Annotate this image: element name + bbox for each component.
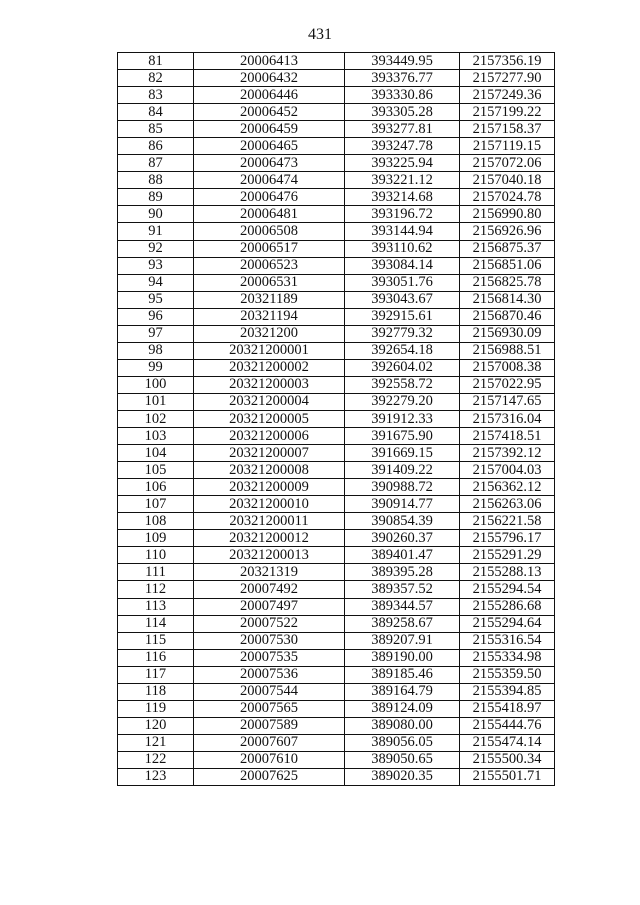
y-coordinate-cell: 2156221.58 (460, 513, 555, 530)
point-number-cell: 116 (118, 649, 194, 666)
table-row (118, 257, 555, 274)
table-row (118, 683, 555, 700)
point-number-cell: 105 (118, 462, 194, 479)
x-coordinate-cell: 392558.72 (345, 376, 460, 393)
y-coordinate-cell: 2155294.54 (460, 581, 555, 598)
x-coordinate-cell: 390260.37 (345, 530, 460, 547)
y-coordinate-cell: 2157147.65 (460, 393, 555, 410)
point-number-cell: 111 (118, 564, 194, 581)
table-row (118, 376, 555, 393)
point-id-cell: 20006465 (194, 138, 345, 155)
y-coordinate-cell: 2155394.85 (460, 683, 555, 700)
y-coordinate-cell: 2155359.50 (460, 666, 555, 683)
table-row (118, 445, 555, 462)
y-coordinate-cell: 2157024.78 (460, 189, 555, 206)
y-coordinate-cell: 2157277.90 (460, 70, 555, 87)
table-row (118, 666, 555, 683)
x-coordinate-cell: 389056.05 (345, 734, 460, 751)
point-id-cell: 20007492 (194, 581, 345, 598)
point-number-cell: 86 (118, 138, 194, 155)
x-coordinate-cell: 391669.15 (345, 445, 460, 462)
point-id-cell: 20007497 (194, 598, 345, 615)
x-coordinate-cell: 392654.18 (345, 342, 460, 359)
x-coordinate-cell: 389124.09 (345, 700, 460, 717)
point-id-cell: 20007610 (194, 751, 345, 768)
point-id-cell: 20007544 (194, 683, 345, 700)
x-coordinate-cell: 392279.20 (345, 393, 460, 410)
y-coordinate-cell: 2156926.96 (460, 223, 555, 240)
y-coordinate-cell: 2157249.36 (460, 87, 555, 104)
point-id-cell: 20321189 (194, 291, 345, 308)
y-coordinate-cell: 2155418.97 (460, 700, 555, 717)
x-coordinate-cell: 389395.28 (345, 564, 460, 581)
table-row (118, 479, 555, 496)
x-coordinate-cell: 389401.47 (345, 547, 460, 564)
y-coordinate-cell: 2155294.64 (460, 615, 555, 632)
y-coordinate-cell: 2157316.04 (460, 410, 555, 427)
point-number-cell: 122 (118, 751, 194, 768)
y-coordinate-cell: 2157199.22 (460, 104, 555, 121)
y-coordinate-cell: 2155334.98 (460, 649, 555, 666)
table-row (118, 206, 555, 223)
point-id-cell: 20007536 (194, 666, 345, 683)
point-id-cell: 20321319 (194, 564, 345, 581)
point-number-cell: 117 (118, 666, 194, 683)
point-id-cell: 20006459 (194, 121, 345, 138)
table-row (118, 393, 555, 410)
table-row (118, 359, 555, 376)
table-row (118, 649, 555, 666)
y-coordinate-cell: 2156814.30 (460, 291, 555, 308)
point-number-cell: 120 (118, 717, 194, 734)
y-coordinate-cell: 2157008.38 (460, 359, 555, 376)
point-number-cell: 95 (118, 291, 194, 308)
point-id-cell: 20321200004 (194, 393, 345, 410)
point-number-cell: 118 (118, 683, 194, 700)
table-row (118, 155, 555, 172)
table-row (118, 223, 555, 240)
y-coordinate-cell: 2157392.12 (460, 445, 555, 462)
point-number-cell: 81 (118, 53, 194, 70)
point-number-cell: 103 (118, 428, 194, 445)
y-coordinate-cell: 2156988.51 (460, 342, 555, 359)
table-row (118, 530, 555, 547)
table-row (118, 496, 555, 513)
point-id-cell: 20006531 (194, 274, 345, 291)
x-coordinate-cell: 389258.67 (345, 615, 460, 632)
table-row (118, 342, 555, 359)
point-number-cell: 87 (118, 155, 194, 172)
table-row (118, 751, 555, 768)
point-number-cell: 107 (118, 496, 194, 513)
point-id-cell: 20006432 (194, 70, 345, 87)
point-number-cell: 97 (118, 325, 194, 342)
x-coordinate-cell: 389344.57 (345, 598, 460, 615)
y-coordinate-cell: 2157119.15 (460, 138, 555, 155)
point-id-cell: 20321200005 (194, 410, 345, 427)
point-id-cell: 20321200006 (194, 428, 345, 445)
point-id-cell: 20006476 (194, 189, 345, 206)
point-id-cell: 20007589 (194, 717, 345, 734)
x-coordinate-cell: 393221.12 (345, 172, 460, 189)
y-coordinate-cell: 2155501.71 (460, 768, 555, 785)
point-id-cell: 20321200002 (194, 359, 345, 376)
point-number-cell: 102 (118, 410, 194, 427)
point-number-cell: 92 (118, 240, 194, 257)
x-coordinate-cell: 393449.95 (345, 53, 460, 70)
coordinates-table (117, 52, 555, 786)
x-coordinate-cell: 393305.28 (345, 104, 460, 121)
point-number-cell: 82 (118, 70, 194, 87)
x-coordinate-cell: 392604.02 (345, 359, 460, 376)
y-coordinate-cell: 2157158.37 (460, 121, 555, 138)
point-number-cell: 98 (118, 342, 194, 359)
table-row (118, 87, 555, 104)
x-coordinate-cell: 389190.00 (345, 649, 460, 666)
y-coordinate-cell: 2157040.18 (460, 172, 555, 189)
x-coordinate-cell: 393330.86 (345, 87, 460, 104)
table-row (118, 189, 555, 206)
x-coordinate-cell: 389357.52 (345, 581, 460, 598)
point-number-cell: 85 (118, 121, 194, 138)
point-id-cell: 20321200001 (194, 342, 345, 359)
x-coordinate-cell: 391912.33 (345, 410, 460, 427)
table-row (118, 172, 555, 189)
point-number-cell: 106 (118, 479, 194, 496)
point-number-cell: 112 (118, 581, 194, 598)
y-coordinate-cell: 2155444.76 (460, 717, 555, 734)
point-id-cell: 20007565 (194, 700, 345, 717)
y-coordinate-cell: 2156870.46 (460, 308, 555, 325)
x-coordinate-cell: 393277.81 (345, 121, 460, 138)
point-number-cell: 94 (118, 274, 194, 291)
x-coordinate-cell: 393144.94 (345, 223, 460, 240)
table-row (118, 138, 555, 155)
point-number-cell: 114 (118, 615, 194, 632)
y-coordinate-cell: 2156930.09 (460, 325, 555, 342)
x-coordinate-cell: 389207.91 (345, 632, 460, 649)
point-number-cell: 83 (118, 87, 194, 104)
y-coordinate-cell: 2156825.78 (460, 274, 555, 291)
x-coordinate-cell: 389050.65 (345, 751, 460, 768)
table-row (118, 615, 555, 632)
x-coordinate-cell: 393196.72 (345, 206, 460, 223)
point-number-cell: 90 (118, 206, 194, 223)
y-coordinate-cell: 2157356.19 (460, 53, 555, 70)
table-row (118, 768, 555, 785)
x-coordinate-cell: 389080.00 (345, 717, 460, 734)
table-row (118, 547, 555, 564)
x-coordinate-cell: 393084.14 (345, 257, 460, 274)
coordinates-table-body (118, 53, 555, 786)
point-id-cell: 20321200011 (194, 513, 345, 530)
y-coordinate-cell: 2156990.80 (460, 206, 555, 223)
y-coordinate-cell: 2157004.03 (460, 462, 555, 479)
table-row (118, 598, 555, 615)
x-coordinate-cell: 389020.35 (345, 768, 460, 785)
table-row (118, 734, 555, 751)
point-id-cell: 20321200007 (194, 445, 345, 462)
point-number-cell: 119 (118, 700, 194, 717)
table-row (118, 308, 555, 325)
point-number-cell: 89 (118, 189, 194, 206)
table-row (118, 291, 555, 308)
x-coordinate-cell: 391675.90 (345, 428, 460, 445)
point-id-cell: 20006517 (194, 240, 345, 257)
x-coordinate-cell: 392779.32 (345, 325, 460, 342)
table-row (118, 410, 555, 427)
table-row (118, 700, 555, 717)
point-id-cell: 20321200013 (194, 547, 345, 564)
y-coordinate-cell: 2157022.95 (460, 376, 555, 393)
point-id-cell: 20321200 (194, 325, 345, 342)
point-number-cell: 113 (118, 598, 194, 615)
x-coordinate-cell: 393247.78 (345, 138, 460, 155)
table-row (118, 240, 555, 257)
point-id-cell: 20007530 (194, 632, 345, 649)
point-number-cell: 93 (118, 257, 194, 274)
point-number-cell: 109 (118, 530, 194, 547)
table-row (118, 53, 555, 70)
point-number-cell: 115 (118, 632, 194, 649)
x-coordinate-cell: 389164.79 (345, 683, 460, 700)
table-row (118, 564, 555, 581)
table-row (118, 121, 555, 138)
x-coordinate-cell: 393051.76 (345, 274, 460, 291)
x-coordinate-cell: 393214.68 (345, 189, 460, 206)
y-coordinate-cell: 2156362.12 (460, 479, 555, 496)
page-number: 431 (308, 26, 332, 43)
table-row (118, 717, 555, 734)
x-coordinate-cell: 390914.77 (345, 496, 460, 513)
point-id-cell: 20321200003 (194, 376, 345, 393)
point-id-cell: 20007522 (194, 615, 345, 632)
table-row (118, 581, 555, 598)
point-id-cell: 20006413 (194, 53, 345, 70)
x-coordinate-cell: 393225.94 (345, 155, 460, 172)
point-id-cell: 20006473 (194, 155, 345, 172)
point-id-cell: 20321200012 (194, 530, 345, 547)
point-number-cell: 121 (118, 734, 194, 751)
x-coordinate-cell: 393110.62 (345, 240, 460, 257)
point-id-cell: 20006446 (194, 87, 345, 104)
table-row (118, 104, 555, 121)
point-number-cell: 104 (118, 445, 194, 462)
point-id-cell: 20006523 (194, 257, 345, 274)
table-row (118, 325, 555, 342)
y-coordinate-cell: 2155291.29 (460, 547, 555, 564)
table-row (118, 274, 555, 291)
y-coordinate-cell: 2155796.17 (460, 530, 555, 547)
point-id-cell: 20007625 (194, 768, 345, 785)
table-row (118, 428, 555, 445)
x-coordinate-cell: 391409.22 (345, 462, 460, 479)
point-id-cell: 20006508 (194, 223, 345, 240)
y-coordinate-cell: 2155316.54 (460, 632, 555, 649)
point-number-cell: 99 (118, 359, 194, 376)
y-coordinate-cell: 2156851.06 (460, 257, 555, 274)
y-coordinate-cell: 2157418.51 (460, 428, 555, 445)
point-id-cell: 20006474 (194, 172, 345, 189)
y-coordinate-cell: 2156263.06 (460, 496, 555, 513)
table-row (118, 513, 555, 530)
point-number-cell: 123 (118, 768, 194, 785)
point-number-cell: 108 (118, 513, 194, 530)
point-number-cell: 110 (118, 547, 194, 564)
y-coordinate-cell: 2156875.37 (460, 240, 555, 257)
x-coordinate-cell: 393043.67 (345, 291, 460, 308)
table-row (118, 632, 555, 649)
y-coordinate-cell: 2155474.14 (460, 734, 555, 751)
point-id-cell: 20321194 (194, 308, 345, 325)
point-number-cell: 101 (118, 393, 194, 410)
point-id-cell: 20006452 (194, 104, 345, 121)
x-coordinate-cell: 390988.72 (345, 479, 460, 496)
x-coordinate-cell: 390854.39 (345, 513, 460, 530)
point-number-cell: 88 (118, 172, 194, 189)
point-id-cell: 20007535 (194, 649, 345, 666)
y-coordinate-cell: 2155288.13 (460, 564, 555, 581)
point-id-cell: 20321200009 (194, 479, 345, 496)
point-number-cell: 91 (118, 223, 194, 240)
table-row (118, 70, 555, 87)
point-id-cell: 20006481 (194, 206, 345, 223)
x-coordinate-cell: 389185.46 (345, 666, 460, 683)
x-coordinate-cell: 392915.61 (345, 308, 460, 325)
y-coordinate-cell: 2155500.34 (460, 751, 555, 768)
point-id-cell: 20007607 (194, 734, 345, 751)
point-number-cell: 84 (118, 104, 194, 121)
y-coordinate-cell: 2155286.68 (460, 598, 555, 615)
table-row (118, 462, 555, 479)
point-number-cell: 100 (118, 376, 194, 393)
x-coordinate-cell: 393376.77 (345, 70, 460, 87)
point-id-cell: 20321200010 (194, 496, 345, 513)
y-coordinate-cell: 2157072.06 (460, 155, 555, 172)
point-id-cell: 20321200008 (194, 462, 345, 479)
point-number-cell: 96 (118, 308, 194, 325)
